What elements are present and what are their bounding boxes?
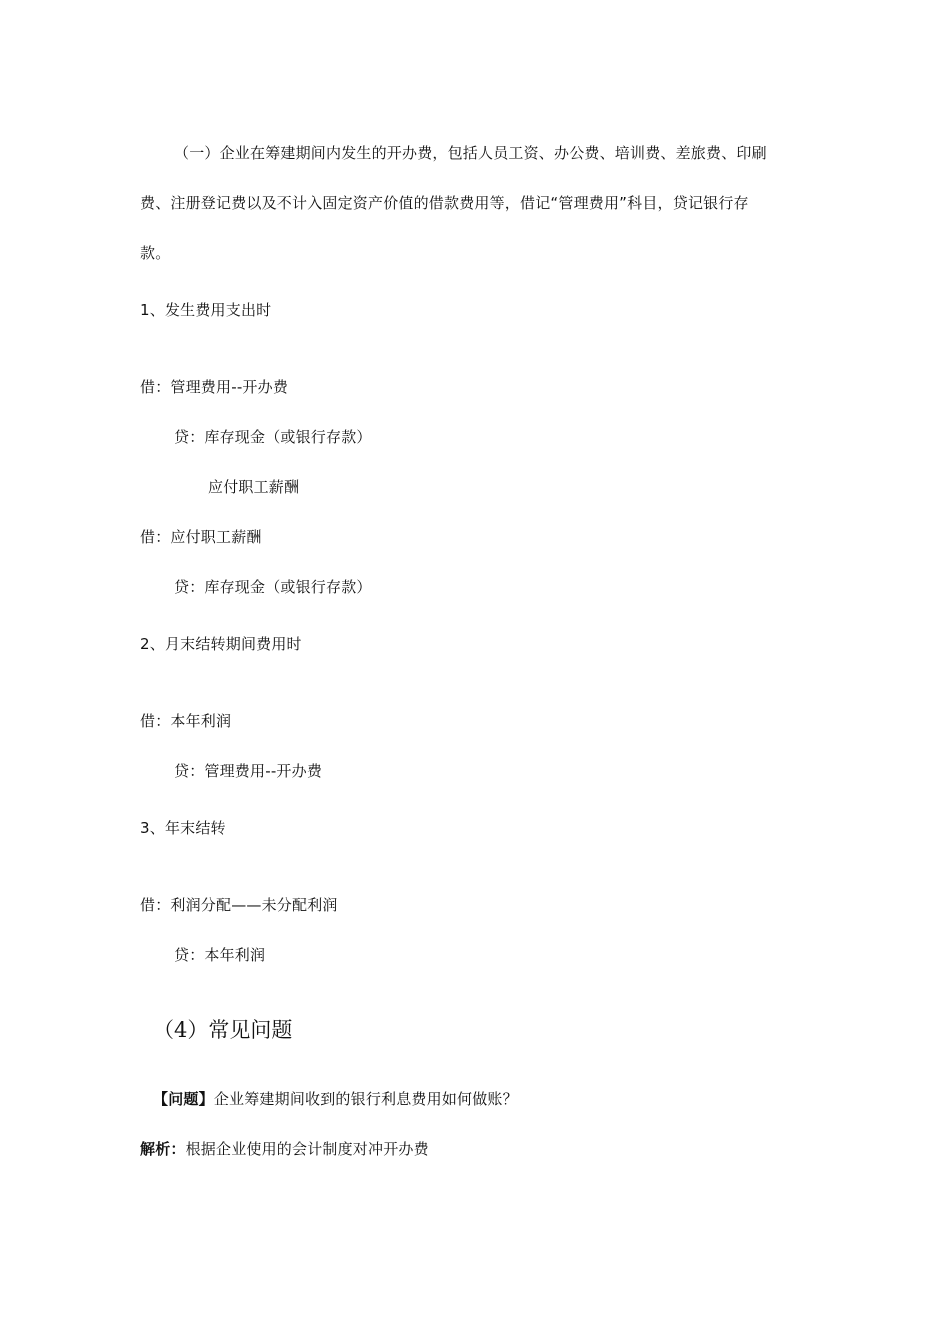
step-2-debit: 借：本年利润 [140, 712, 232, 730]
step-2-title: 2、月末结转期间费用时 [140, 635, 302, 653]
faq-heading: （4）常见问题 [153, 1018, 293, 1042]
step-1-entry-1-debit: 借：管理费用--开办费 [140, 378, 289, 396]
step-1-title: 1、发生费用支出时 [140, 301, 272, 319]
step-1-entry-2-debit: 借：应付职工薪酬 [140, 528, 262, 546]
step-3-credit: 贷：本年利润 [174, 946, 266, 964]
step-3-title: 3、年末结转 [140, 819, 226, 837]
intro-line-2: 费、注册登记费以及不计入固定资产价值的借款费用等，借记“管理费用”科目，贷记银行存 [140, 194, 749, 212]
step-1-entry-1-credit-2: 应付职工薪酬 [208, 478, 300, 496]
step-3-debit: 借：利润分配——未分配利润 [140, 896, 338, 914]
step-1-entry-2-credit: 贷：库存现金（或银行存款） [174, 578, 372, 596]
question-text: 企业筹建期间收到的银行利息费用如何做账？ [213, 1090, 518, 1108]
question-label: 【问题】 [153, 1090, 214, 1108]
faq-question [153, 1089, 518, 1109]
step-2-credit: 贷：管理费用--开办费 [174, 762, 323, 780]
intro-line-1: （一）企业在筹建期间内发生的开办费，包括人员工资、办公费、培训费、差旅费、印刷 [174, 144, 767, 162]
answer-text: 根据企业使用的会计制度对冲开办费 [185, 1140, 429, 1158]
step-1-entry-1-credit-1: 贷：库存现金（或银行存款） [174, 428, 372, 446]
faq-answer [140, 1139, 429, 1159]
answer-label: 解析： [140, 1140, 186, 1158]
intro-line-3: 款。 [140, 244, 171, 262]
